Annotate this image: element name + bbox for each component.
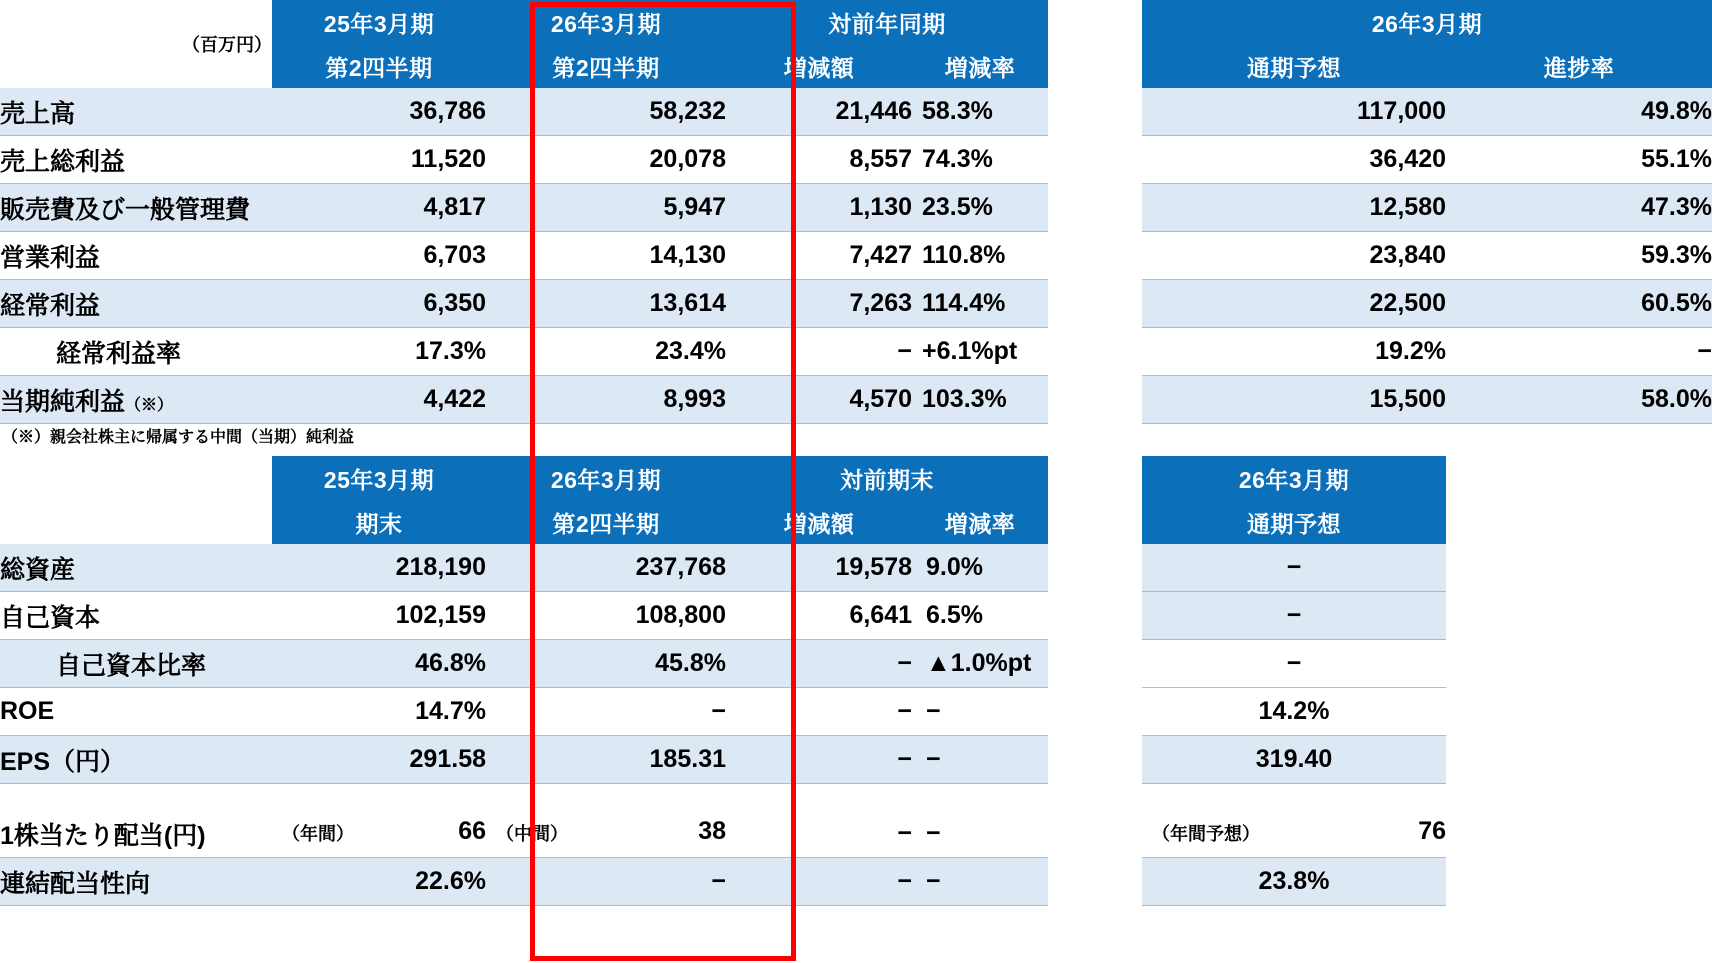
cell-forecast: 12,580 bbox=[1142, 184, 1446, 232]
row-label: ROE bbox=[0, 688, 272, 736]
row-label-note: （※） bbox=[125, 396, 174, 414]
cell-prevend-rate: 9.0% bbox=[912, 544, 1048, 592]
cell-prevend-amount: − bbox=[726, 736, 912, 784]
cell-yoy-amount: 8,557 bbox=[726, 136, 912, 184]
cell-current: − bbox=[486, 858, 726, 906]
cell-yoy-amount: 7,263 bbox=[726, 280, 912, 328]
cell-prevend-rate: 6.5% bbox=[912, 592, 1048, 640]
cell-prev: 22.6% bbox=[272, 858, 486, 906]
cell-prevend-rate: − bbox=[912, 858, 1048, 906]
cell-prevend-amount: − bbox=[726, 810, 912, 858]
cell-current: 20,078 bbox=[486, 136, 726, 184]
header-current-period-line2: 第2四半期 bbox=[486, 44, 726, 88]
top-header-row-1 bbox=[0, 0, 1712, 44]
spacer-cell bbox=[1048, 640, 1142, 688]
spacer-cell bbox=[1048, 328, 1142, 376]
cell-progress: 55.1% bbox=[1446, 136, 1712, 184]
spacer-cell bbox=[1048, 136, 1142, 184]
table-row bbox=[0, 280, 1712, 328]
cell-yoy-amount: 1,130 bbox=[726, 184, 912, 232]
table-row bbox=[0, 592, 1712, 640]
cell-current: 58,232 bbox=[486, 88, 726, 136]
header-prevend-rate: 増減率 bbox=[912, 500, 1048, 544]
header-prevend-amount: 増減額 bbox=[726, 500, 912, 544]
header-yoy-group: 対前年同期 bbox=[726, 0, 1048, 44]
table-row bbox=[0, 232, 1712, 280]
header-prevend-group: 対前期末 bbox=[726, 456, 1048, 500]
row-label: 経常利益率 bbox=[0, 328, 272, 376]
forecast-dividend-prefix: （年間予想） bbox=[1152, 823, 1260, 844]
row-label: 連結配当性向 bbox=[0, 858, 272, 906]
spacer-cell bbox=[1048, 456, 1142, 544]
cell-prev: 6,703 bbox=[272, 232, 486, 280]
quarterly-results-table bbox=[0, 0, 1712, 424]
cell-prev: 4,422 bbox=[272, 376, 486, 424]
cell-prev: 4,817 bbox=[272, 184, 486, 232]
cell-prev: 291.58 bbox=[272, 736, 486, 784]
cell-yoy-rate: 58.3% bbox=[912, 88, 1048, 136]
cell-yoy-amount: 4,570 bbox=[726, 376, 912, 424]
cell-prevend-rate: − bbox=[912, 688, 1048, 736]
cell-prev: 11,520 bbox=[272, 136, 486, 184]
table-row bbox=[0, 688, 1712, 736]
row-label bbox=[0, 376, 272, 424]
spacer-cell-right bbox=[1446, 810, 1712, 858]
cell-prev: 46.8% bbox=[272, 640, 486, 688]
cell-prev: 218,190 bbox=[272, 544, 486, 592]
row-label: EPS（円） bbox=[0, 736, 272, 784]
spacer-cell bbox=[1048, 232, 1142, 280]
cell-progress: 59.3% bbox=[1446, 232, 1712, 280]
cell-current: 8,993 bbox=[486, 376, 726, 424]
gap-cell bbox=[0, 784, 1712, 811]
spacer-cell bbox=[1048, 688, 1142, 736]
cell-yoy-rate: 74.3% bbox=[912, 136, 1048, 184]
header-fullyear-group: 26年3月期 bbox=[1142, 456, 1446, 500]
cell-prevend-amount: − bbox=[726, 688, 912, 736]
header-yoy-rate: 増減率 bbox=[912, 44, 1048, 88]
cell-current: 45.8% bbox=[486, 640, 726, 688]
cell-current: 13,614 bbox=[486, 280, 726, 328]
cell-prevend-rate: − bbox=[912, 736, 1048, 784]
spacer-cell-right bbox=[1446, 640, 1712, 688]
spacer-cell-right bbox=[1446, 688, 1712, 736]
row-label: 経常利益 bbox=[0, 280, 272, 328]
spacer-cell-right bbox=[1446, 736, 1712, 784]
cell-current: 5,947 bbox=[486, 184, 726, 232]
table-row bbox=[0, 184, 1712, 232]
cell-prevend-rate: ▲1.0%pt bbox=[912, 640, 1048, 688]
cell-prevend-rate: − bbox=[912, 810, 1048, 858]
cell-yoy-rate: 23.5% bbox=[912, 184, 1048, 232]
cell-current: 23.4% bbox=[486, 328, 726, 376]
spacer-cell-right bbox=[1446, 858, 1712, 906]
cell-current: 185.31 bbox=[486, 736, 726, 784]
gap-row bbox=[0, 784, 1712, 811]
cell-forecast: 14.2% bbox=[1142, 688, 1446, 736]
cell-progress: 49.8% bbox=[1446, 88, 1712, 136]
cell-forecast: 15,500 bbox=[1142, 376, 1446, 424]
empty-corner bbox=[0, 456, 272, 544]
table-row bbox=[0, 640, 1712, 688]
table-row bbox=[0, 136, 1712, 184]
spacer-cell-right bbox=[1446, 456, 1712, 544]
cell-current: 237,768 bbox=[486, 544, 726, 592]
table-row bbox=[0, 88, 1712, 136]
cell-forecast: 319.40 bbox=[1142, 736, 1446, 784]
cell-current: 14,130 bbox=[486, 232, 726, 280]
spacer-cell bbox=[1048, 280, 1142, 328]
cell-forecast: 19.2% bbox=[1142, 328, 1446, 376]
cell-prev: 17.3% bbox=[272, 328, 486, 376]
cell-prevend-amount: − bbox=[726, 640, 912, 688]
cell-yoy-rate: 110.8% bbox=[912, 232, 1048, 280]
spacer-cell-right bbox=[1446, 592, 1712, 640]
cell-forecast: − bbox=[1142, 592, 1446, 640]
cell-forecast: − bbox=[1142, 544, 1446, 592]
header-fullyear-forecast: 通期予想 bbox=[1142, 500, 1446, 544]
forecast-dividend-value: 76 bbox=[1418, 816, 1446, 845]
cell-prev: 102,159 bbox=[272, 592, 486, 640]
payout-row bbox=[0, 858, 1712, 906]
cell-forecast: 23,840 bbox=[1142, 232, 1446, 280]
cell-progress: 58.0% bbox=[1446, 376, 1712, 424]
cell-forecast: 36,420 bbox=[1142, 136, 1446, 184]
spacer-cell bbox=[1048, 88, 1142, 136]
cell-prevend-amount: − bbox=[726, 858, 912, 906]
footnote: （※）親会社株主に帰属する中間（当期）純利益 bbox=[2, 429, 355, 446]
table-row bbox=[0, 544, 1712, 592]
prev-dividend-prefix: （年間） bbox=[282, 823, 354, 844]
current-dividend-prefix: （中間） bbox=[496, 823, 568, 844]
table-row bbox=[0, 328, 1712, 376]
header-fullyear-progress: 進捗率 bbox=[1446, 44, 1712, 88]
spacer-cell bbox=[1048, 858, 1142, 906]
cell-forecast: 22,500 bbox=[1142, 280, 1446, 328]
cell-yoy-amount: − bbox=[726, 328, 912, 376]
current-dividend-value: 38 bbox=[698, 816, 726, 845]
cell-prevend-amount: 6,641 bbox=[726, 592, 912, 640]
cell-yoy-rate: +6.1%pt bbox=[912, 328, 1048, 376]
row-label: 自己資本 bbox=[0, 592, 272, 640]
header-fullyear-forecast: 通期予想 bbox=[1142, 44, 1446, 88]
cell-prev-dividend bbox=[272, 810, 486, 858]
cell-prev: 6,350 bbox=[272, 280, 486, 328]
table-row bbox=[0, 736, 1712, 784]
spacer-cell bbox=[1048, 592, 1142, 640]
spacer-cell bbox=[1048, 544, 1142, 592]
cell-yoy-rate: 114.4% bbox=[912, 280, 1048, 328]
cell-yoy-rate: 103.3% bbox=[912, 376, 1048, 424]
spacer-cell bbox=[1048, 184, 1142, 232]
cell-progress: 47.3% bbox=[1446, 184, 1712, 232]
table-row bbox=[0, 376, 1712, 424]
cell-current: − bbox=[486, 688, 726, 736]
row-label: 自己資本比率 bbox=[0, 640, 272, 688]
spacer-cell bbox=[1048, 810, 1142, 858]
header-prev-period-line2: 第2四半期 bbox=[272, 44, 486, 88]
spacer-cell bbox=[1048, 0, 1142, 88]
cell-prev: 36,786 bbox=[272, 88, 486, 136]
row-label: 1株当たり配当(円) bbox=[0, 810, 272, 858]
cell-forecast-dividend bbox=[1142, 810, 1446, 858]
header-prev-period-line2: 期末 bbox=[272, 500, 486, 544]
cell-prev: 14.7% bbox=[272, 688, 486, 736]
cell-forecast: 23.8% bbox=[1142, 858, 1446, 906]
row-label-text: 当期純利益 bbox=[0, 387, 126, 416]
row-label: 販売費及び一般管理費 bbox=[0, 184, 272, 232]
header-current-period-line2: 第2四半期 bbox=[486, 500, 726, 544]
spacer-cell-right bbox=[1446, 544, 1712, 592]
dividend-row bbox=[0, 810, 1712, 858]
row-label: 売上高 bbox=[0, 88, 272, 136]
spacer-cell bbox=[1048, 376, 1142, 424]
cell-yoy-amount: 21,446 bbox=[726, 88, 912, 136]
cell-current: 108,800 bbox=[486, 592, 726, 640]
header-current-period-line1: 26年3月期 bbox=[486, 0, 726, 44]
header-current-period-line1: 26年3月期 bbox=[486, 456, 726, 500]
row-label: 売上総利益 bbox=[0, 136, 272, 184]
cell-yoy-amount: 7,427 bbox=[726, 232, 912, 280]
cell-forecast: 117,000 bbox=[1142, 88, 1446, 136]
row-label: 営業利益 bbox=[0, 232, 272, 280]
unit-label: （百万円） bbox=[182, 35, 272, 55]
cell-current-dividend bbox=[486, 810, 726, 858]
header-prev-period-line1: 25年3月期 bbox=[272, 0, 486, 44]
bottom-header-row-1 bbox=[0, 456, 1712, 500]
cell-progress: − bbox=[1446, 328, 1712, 376]
prev-dividend-value: 66 bbox=[458, 816, 486, 845]
header-yoy-amount: 増減額 bbox=[726, 44, 912, 88]
cell-forecast: − bbox=[1142, 640, 1446, 688]
spacer-cell bbox=[1048, 736, 1142, 784]
header-prev-period-line1: 25年3月期 bbox=[272, 456, 486, 500]
balance-sheet-table bbox=[0, 456, 1712, 906]
cell-prevend-amount: 19,578 bbox=[726, 544, 912, 592]
header-fullyear-group: 26年3月期 bbox=[1142, 0, 1712, 44]
row-label: 総資産 bbox=[0, 544, 272, 592]
cell-progress: 60.5% bbox=[1446, 280, 1712, 328]
